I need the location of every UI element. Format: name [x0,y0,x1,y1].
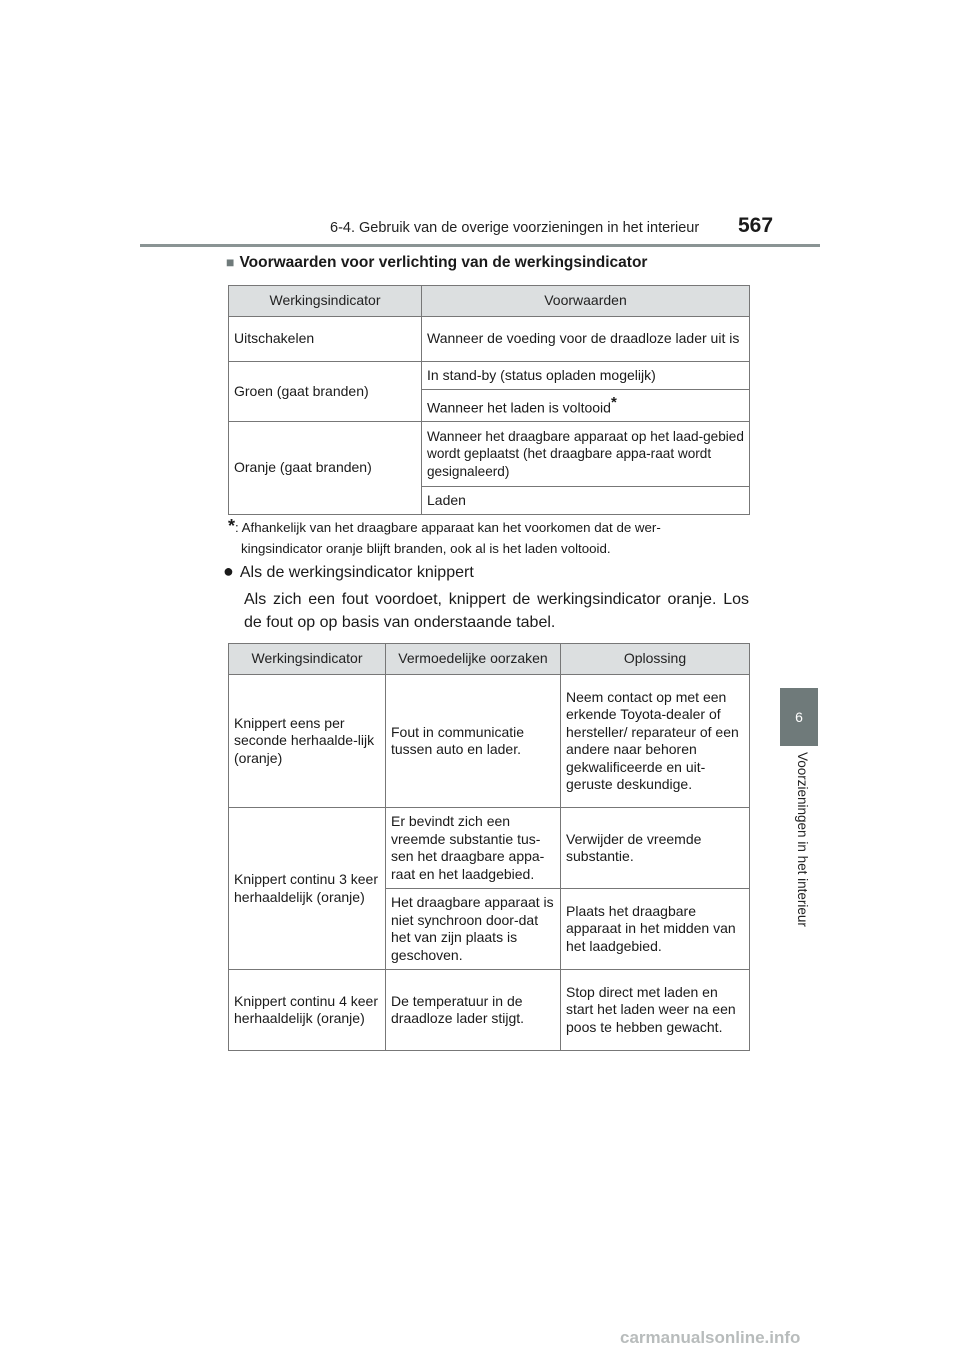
table-cell: Wanneer de voeding voor de draadloze lader uit is [422,317,750,362]
running-header: 6-4. Gebruik van de overige voorzieningen in het interieur [330,220,700,236]
footnote-star: * [228,516,236,536]
table-cell: Knippert continu 4 keer herhaaldelijk (oranje) [229,970,386,1051]
table-cell: Neem contact op met een erkende Toyota-dealer of hersteller/ reparateur of een andere naar behoren gekwalificeerde en uit-geruste deskundige. [561,675,750,808]
chapter-title: Voorzieningen in het interieur [795,752,810,927]
table-cell: De temperatuur in de draadloze lader stijgt. [386,970,561,1051]
section-heading [226,254,647,272]
column-header: Voorwaarden [422,286,750,317]
circle-bullet-icon: ● [223,561,234,581]
page-number: 567 [738,214,774,237]
table-cell: Plaats het draagbare apparaat in het midden van het laadgebied. [561,889,750,970]
chapter-tab: 6 [780,688,818,746]
column-header: Werkingsindicator [229,644,386,675]
troubleshooting-table [228,643,750,1051]
table-row [229,317,750,362]
header-divider [140,244,820,247]
table-row [229,970,750,1051]
table-cell: Groen (gaat branden) [229,362,422,422]
table-row [229,808,750,889]
table-cell: Wanneer het laden is voltooid* [422,390,750,422]
column-header: Werkingsindicator [229,286,422,317]
table-cell: Oranje (gaat branden) [229,422,422,515]
table-cell: Knippert continu 3 keer herhaaldelijk (oranje) [229,808,386,970]
table-cell: Wanneer het draagbare apparaat op het laad-gebied wordt geplaatst (het draagbare appa-raat wordt gesignaleerd) [422,422,750,487]
watermark-logo: carmanualsonline.info [620,1328,801,1347]
table-cell: Er bevindt zich een vreemde substantie tus-sen het draagbare appa-raat en het laadgebied. [386,808,561,889]
table-cell: Fout in communicatie tussen auto en lader. [386,675,561,808]
bullet-body-text: Als zich een fout voordoet, knippert de werkingsindicator oranje. Los de fout op op basis van onderstaande tabel. [244,591,749,631]
table-header-row [229,644,750,675]
table-cell: Knippert eens per seconde herhaalde-lijk (oranje) [229,675,386,808]
table-row [229,675,750,808]
section-heading-text: Voorwaarden voor verlichting van de werkingsindicator [239,254,648,271]
bullet-heading: ● Als de werkingsindicator knippert [223,561,474,581]
table-row [229,362,750,390]
table-header-row [229,286,750,317]
table-cell: Laden [422,487,750,515]
indicator-conditions-table [228,285,750,515]
table-cell: Uitschakelen [229,317,422,362]
table-cell: Verwijder de vreemde substantie. [561,808,750,889]
column-header: Oplossing [561,644,750,675]
footnote-marker: * [610,394,617,411]
table-cell: Het draagbare apparaat is niet synchroon door-dat het van zijn plaats is geschoven. [386,889,561,970]
table-cell: Stop direct met laden en start het laden weer na een poos te hebben gewacht. [561,970,750,1051]
table-cell: In stand-by (status opladen mogelijk) [422,362,750,390]
square-bullet-icon: ■ [226,254,235,270]
table-row [229,422,750,487]
footnote: *: Afhankelijk van het draagbare apparaat kan het voorkomen dat de wer- kingsindicator oranje blijft branden, ook al is het laden voltooid. [228,516,661,556]
column-header: Vermoedelijke oorzaken [386,644,561,675]
